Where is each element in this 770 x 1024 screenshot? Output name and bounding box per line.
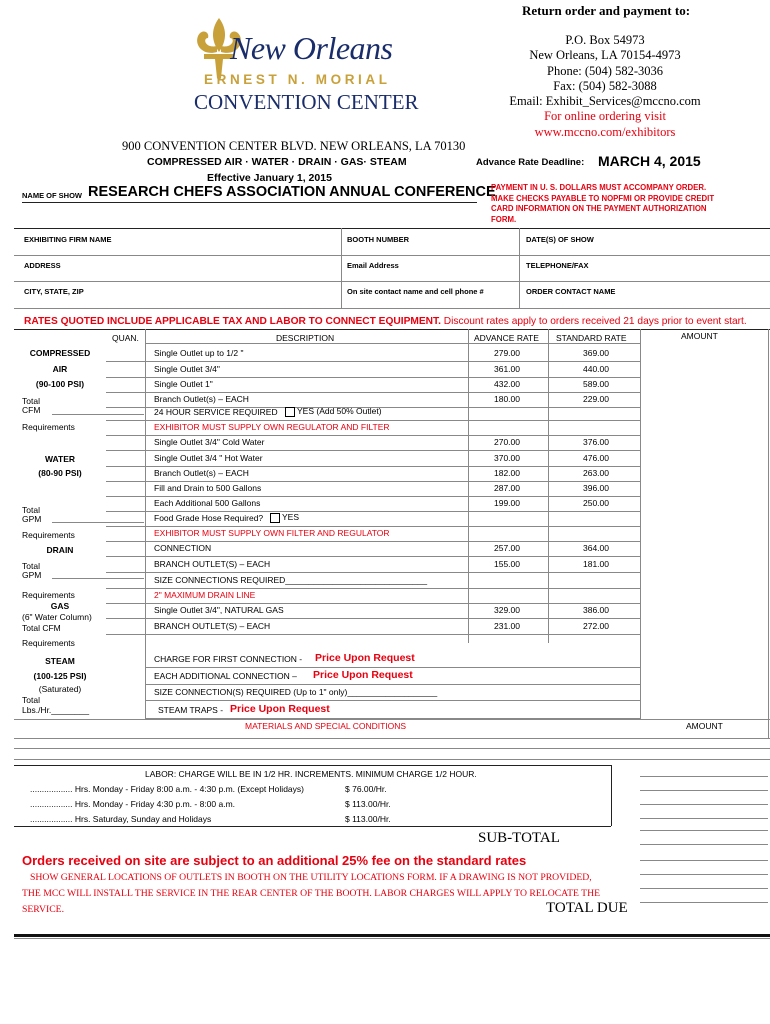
labor-row1[interactable]: .................. Hrs. Monday - Friday 8:00 a.m. - 4:30 p.m. (Except Holidays) xyxy=(30,784,304,794)
table-row xyxy=(0,528,770,542)
row-option-label: YES (Add 50% Outlet) xyxy=(297,406,382,416)
labor-price3: $ 113.00/Hr. xyxy=(345,814,391,824)
rates-note xyxy=(24,316,747,327)
label-steam-lbs: Lbs./Hr.________ xyxy=(22,705,90,715)
total-due: TOTAL DUE xyxy=(546,900,628,916)
locations-line2: THE MCC WILL INSTALL THE SERVICE IN THE REAR CENTER OF THE BOOTH. LABOR CHARGES WILL APPLY TO RELOCATE THE xyxy=(22,888,601,899)
table-row xyxy=(0,453,770,467)
price-upon-request: Price Upon Request xyxy=(230,703,330,715)
dates-field[interactable]: DATE(S) OF SHOW xyxy=(526,235,594,244)
deadline-label: Advance Rate Deadline: xyxy=(476,157,585,168)
row-advance-rate: 199.00 xyxy=(494,498,520,508)
row-standard-rate: 376.00 xyxy=(583,437,609,447)
payment-line1: PAYMENT IN U. S. DOLLARS MUST ACCOMPANY ORDER. xyxy=(491,183,707,192)
telephone-field[interactable]: TELEPHONE/FAX xyxy=(526,261,589,270)
city-field[interactable]: CITY, STATE, ZIP xyxy=(24,287,84,296)
col-advance: ADVANCE RATE xyxy=(474,333,539,343)
label-drain-gpm: GPM xyxy=(22,570,42,580)
city-line: New Orleans, LA 70154-4973 xyxy=(529,48,681,63)
label-gas-column: (6" Water Column) xyxy=(22,612,92,622)
firm-field[interactable]: EXHIBITING FIRM NAME xyxy=(24,235,112,244)
row-description: Each Additional 500 Gallons xyxy=(154,498,261,508)
row-description: Single Outlet up to 1/2 " xyxy=(154,348,244,358)
label-gas-cfm: Total CFM xyxy=(22,623,61,633)
table-row xyxy=(0,483,770,497)
row-advance-rate: 270.00 xyxy=(494,437,520,447)
table-row xyxy=(0,590,770,604)
row-standard-rate: 250.00 xyxy=(583,498,609,508)
table-row xyxy=(0,379,770,393)
yes-checkbox[interactable] xyxy=(270,513,280,523)
labor-price2: $ 113.00/Hr. xyxy=(345,799,391,809)
payment-line2: MAKE CHECKS PAYABLE TO NOPFMI OR PROVIDE CREDIT xyxy=(491,193,715,203)
row-standard-rate: 364.00 xyxy=(583,543,609,553)
col-standard: STANDARD RATE xyxy=(556,333,627,343)
row-standard-rate: 181.00 xyxy=(583,559,609,569)
col-amount: AMOUNT xyxy=(681,331,718,341)
row-advance-rate: 287.00 xyxy=(494,483,520,493)
label-water-req: Requirements xyxy=(22,530,75,540)
label-steam-saturated: (Saturated) xyxy=(38,684,82,694)
steam-row-description: CHARGE FOR FIRST CONNECTION - xyxy=(154,654,303,664)
label-air-total: Total xyxy=(22,396,40,406)
table-row xyxy=(0,498,770,512)
row-standard-rate: 386.00 xyxy=(583,605,609,615)
email-field[interactable]: Email Address xyxy=(347,261,399,270)
rates-note-rest: Discount rates apply to orders received 21 days prior to event start. xyxy=(440,316,747,327)
address-field[interactable]: ADDRESS xyxy=(24,261,61,270)
label-gas: GAS xyxy=(50,601,70,611)
row-standard-rate: 263.00 xyxy=(583,468,609,478)
row-option xyxy=(283,406,382,417)
col-quan: QUAN. xyxy=(112,333,139,343)
row-option-label: YES xyxy=(282,512,300,522)
label-air-req: Requirements xyxy=(22,422,75,432)
table-row xyxy=(0,559,770,573)
label-steam: STEAM xyxy=(45,656,75,666)
onsite-fee-notice: Orders received on site are subject to an additional 25% fee on the standard rates xyxy=(22,853,527,868)
row-description: Single Outlet 3/4" Cold Water xyxy=(154,437,265,447)
logo-line2: ERNEST N. MORIAL xyxy=(204,72,391,87)
label-compressed: COMPRESSED xyxy=(29,348,91,358)
table-row xyxy=(0,394,770,408)
services-line: COMPRESSED AIR · WATER · DRAIN · GAS· STEAM xyxy=(147,156,407,168)
label-air-cfm: CFM xyxy=(22,405,41,415)
return-heading: Return order and payment to: xyxy=(522,3,691,18)
table-row xyxy=(0,468,770,482)
row-description: BRANCH OUTLET(S) – EACH xyxy=(154,559,271,569)
order-contact-field[interactable]: ORDER CONTACT NAME xyxy=(526,287,616,296)
row-description: BRANCH OUTLET(S) – EACH xyxy=(154,621,271,631)
locations-line1: SHOW GENERAL LOCATIONS OF OUTLETS IN BOOTH ON THE UTILITY LOCATIONS FORM. IF A DRAWING IS NOT PROVIDED, xyxy=(30,872,592,883)
label-drain-total: Total xyxy=(22,561,40,571)
show-label: NAME OF SHOW xyxy=(22,191,82,200)
table-row xyxy=(0,364,770,378)
row-description: 2" MAXIMUM DRAIN LINE xyxy=(154,590,256,600)
fax: Fax: (504) 582-3088 xyxy=(553,78,657,93)
table-row xyxy=(0,437,770,451)
row-standard-rate: 272.00 xyxy=(583,621,609,631)
materials-heading: MATERIALS AND SPECIAL CONDITIONS xyxy=(245,721,407,731)
label-drain: DRAIN xyxy=(46,545,74,555)
table-row xyxy=(0,543,770,557)
logo xyxy=(190,14,419,114)
steam-row-description: EACH ADDITIONAL CONNECTION – xyxy=(154,671,297,681)
deadline-value: MARCH 4, 2015 xyxy=(598,153,701,169)
logo-line3: CONVENTION CENTER xyxy=(194,90,419,114)
row-description: EXHIBITOR MUST SUPPLY OWN REGULATOR AND FILTER xyxy=(154,422,390,432)
row-advance-rate: 231.00 xyxy=(494,621,520,631)
steam-row-description: STEAM TRAPS - xyxy=(158,705,224,715)
row-description: Single Outlet 3/4 " Hot Water xyxy=(154,453,263,463)
col-description: DESCRIPTION xyxy=(276,333,335,343)
return-address xyxy=(470,33,740,140)
labor-row2[interactable]: .................. Hrs. Monday - Friday 4:30 p.m. - 8:00 a.m. xyxy=(30,799,236,809)
row-standard-rate: 476.00 xyxy=(583,453,609,463)
logo-line1: New Orleans xyxy=(230,30,393,66)
row-advance-rate: 279.00 xyxy=(494,348,520,358)
table-row xyxy=(0,605,770,619)
label-gas-req: Requirements xyxy=(22,638,75,648)
labor-row3[interactable]: .................. Hrs. Saturday, Sunday and Holidays xyxy=(30,814,212,824)
row-description: CONNECTION xyxy=(154,543,212,553)
labor-heading: LABOR: CHARGE WILL BE IN 1/2 HR. INCREMENTS. MINIMUM CHARGE 1/2 HOUR. xyxy=(145,769,477,779)
row-description: Fill and Drain to 500 Gallons xyxy=(154,483,262,493)
phone: Phone: (504) 582-3036 xyxy=(547,63,663,78)
label-steam-psi: (100-125 PSI) xyxy=(33,671,87,681)
price-upon-request: Price Upon Request xyxy=(315,652,415,664)
yes-checkbox[interactable] xyxy=(285,407,295,417)
payment-line4: FORM. xyxy=(491,214,517,224)
row-advance-rate: 180.00 xyxy=(494,394,520,404)
rates-note-bold: RATES QUOTED INCLUDE APPLICABLE TAX AND LABOR TO CONNECT EQUIPMENT. xyxy=(24,316,441,327)
label-drain-req: Requirements xyxy=(22,590,75,600)
label-steam-total: Total xyxy=(22,695,40,705)
row-description: Single Outlet 3/4" xyxy=(154,364,220,374)
materials-amount: AMOUNT xyxy=(686,721,723,731)
row-advance-rate: 432.00 xyxy=(494,379,520,389)
subtotal: SUB-TOTAL xyxy=(478,830,560,846)
row-option xyxy=(268,512,299,523)
locations-line3: SERVICE. xyxy=(22,904,65,915)
table-row xyxy=(0,621,770,635)
row-standard-rate: 589.00 xyxy=(583,379,609,389)
label-water-gpm: GPM xyxy=(22,514,42,524)
payment-notice xyxy=(491,183,770,225)
row-advance-rate: 155.00 xyxy=(494,559,520,569)
row-advance-rate: 361.00 xyxy=(494,364,520,374)
row-advance-rate: 257.00 xyxy=(494,543,520,553)
table-row xyxy=(0,575,770,589)
show-name: RESEARCH CHEFS ASSOCIATION ANNUAL CONFERENCE xyxy=(88,184,496,200)
row-description: Branch Outlet(s) – EACH xyxy=(154,468,249,478)
table-row xyxy=(0,407,770,421)
row-advance-rate: 329.00 xyxy=(494,605,520,615)
onsite-contact-field[interactable]: On site contact name and cell phone # xyxy=(347,287,484,296)
label-water-psi: (80-90 PSI) xyxy=(38,468,82,478)
locations-notice xyxy=(22,870,600,918)
online-link[interactable]: www.mccno.com/exhibitors xyxy=(534,124,676,139)
row-standard-rate: 369.00 xyxy=(583,348,609,358)
po-box: P.O. Box 54973 xyxy=(565,33,645,47)
row-standard-rate: 229.00 xyxy=(583,394,609,404)
row-standard-rate: 440.00 xyxy=(583,364,609,374)
row-description: Food Grade Hose Required? xyxy=(154,513,264,523)
venue-address: 900 CONVENTION CENTER BLVD. NEW ORLEANS, LA 70130 xyxy=(122,139,466,153)
label-air-psi: (90-100 PSI) xyxy=(35,379,85,389)
table-row xyxy=(0,422,770,436)
row-description: Single Outlet 3/4", NATURAL GAS xyxy=(154,605,284,615)
row-description: SIZE CONNECTIONS REQUIRED______________________________ xyxy=(154,575,428,585)
row-description: Branch Outlet(s) – EACH xyxy=(154,394,249,404)
row-description: 24 HOUR SERVICE REQUIRED xyxy=(154,407,278,417)
labor-price1: $ 76.00/Hr. xyxy=(345,784,387,794)
payment-line3: CARD INFORMATION ON THE PAYMENT AUTHORIZATION xyxy=(491,204,707,213)
row-description: EXHIBITOR MUST SUPPLY OWN FILTER AND REGULATOR xyxy=(154,528,390,538)
label-water-total: Total xyxy=(22,505,40,515)
row-advance-rate: 370.00 xyxy=(494,453,520,463)
label-water: WATER xyxy=(44,454,76,464)
online-line1: For online ordering visit xyxy=(544,109,666,124)
email: Email: Exhibit_Services@mccno.com xyxy=(509,94,701,109)
row-standard-rate: 396.00 xyxy=(583,483,609,493)
row-description: Single Outlet 1" xyxy=(154,379,213,389)
table-row xyxy=(0,348,770,362)
effective-date: Effective January 1, 2015 xyxy=(207,172,332,184)
steam-row-description: SIZE CONNECTION(S) REQUIRED (Up to 1" only)___________________ xyxy=(154,687,438,697)
booth-field[interactable]: BOOTH NUMBER xyxy=(347,235,410,244)
table-row xyxy=(0,513,770,527)
label-air: AIR xyxy=(52,364,68,374)
price-upon-request: Price Upon Request xyxy=(313,669,413,681)
row-advance-rate: 182.00 xyxy=(494,468,520,478)
